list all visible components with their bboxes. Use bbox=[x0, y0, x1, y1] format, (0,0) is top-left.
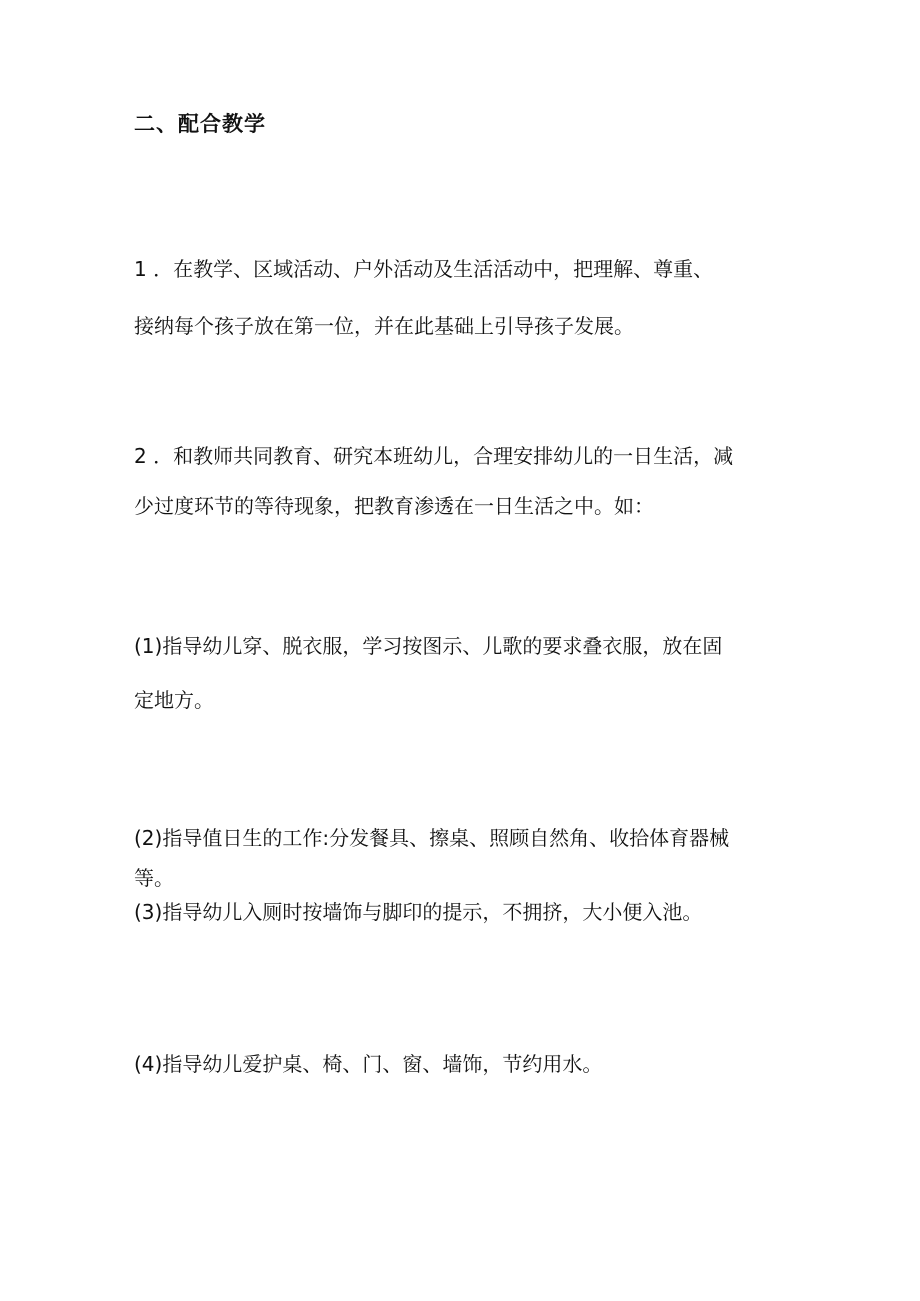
section-heading: 二、配合教学 bbox=[134, 112, 266, 136]
paragraph-subitem-4 bbox=[134, 1049, 794, 1079]
paragraph-line: (1)指导幼儿穿、脱衣服，学习按图示、儿歌的要求叠衣服，放在固 bbox=[134, 634, 723, 658]
paragraph-line: 定地方。 bbox=[134, 688, 214, 712]
paragraph-line: (2)指导值日生的工作:分发餐具、擦桌、照顾自然角、收拾体育器械 bbox=[134, 826, 730, 850]
paragraph-line: (3)指导幼儿入厕时按墙饰与脚印的提示，不拥挤，大小便入池。 bbox=[134, 900, 703, 924]
paragraph-item-1 bbox=[134, 254, 794, 341]
paragraph-line: 等。 bbox=[134, 866, 174, 890]
paragraph-line: 少过度环节的等待现象，把教育渗透在一日生活之中。如： bbox=[134, 494, 654, 518]
paragraph-item-2 bbox=[134, 441, 794, 521]
paragraph-line: (4)指导幼儿爱护桌、椅、门、窗、墙饰，节约用水。 bbox=[134, 1052, 603, 1076]
paragraph-line: 接纳每个孩子放在第一位，并在此基础上引导孩子发展。 bbox=[134, 314, 634, 338]
paragraph-line: 1 ．在教学、区域活动、户外活动及生活活动中，把理解、尊重、 bbox=[134, 257, 714, 281]
paragraph-line: 2 ．和教师共同教育、研究本班幼儿，合理安排幼儿的一日生活，减 bbox=[134, 444, 734, 468]
paragraph-subitem-1 bbox=[134, 631, 794, 715]
paragraph-subitem-2-3 bbox=[134, 823, 794, 927]
